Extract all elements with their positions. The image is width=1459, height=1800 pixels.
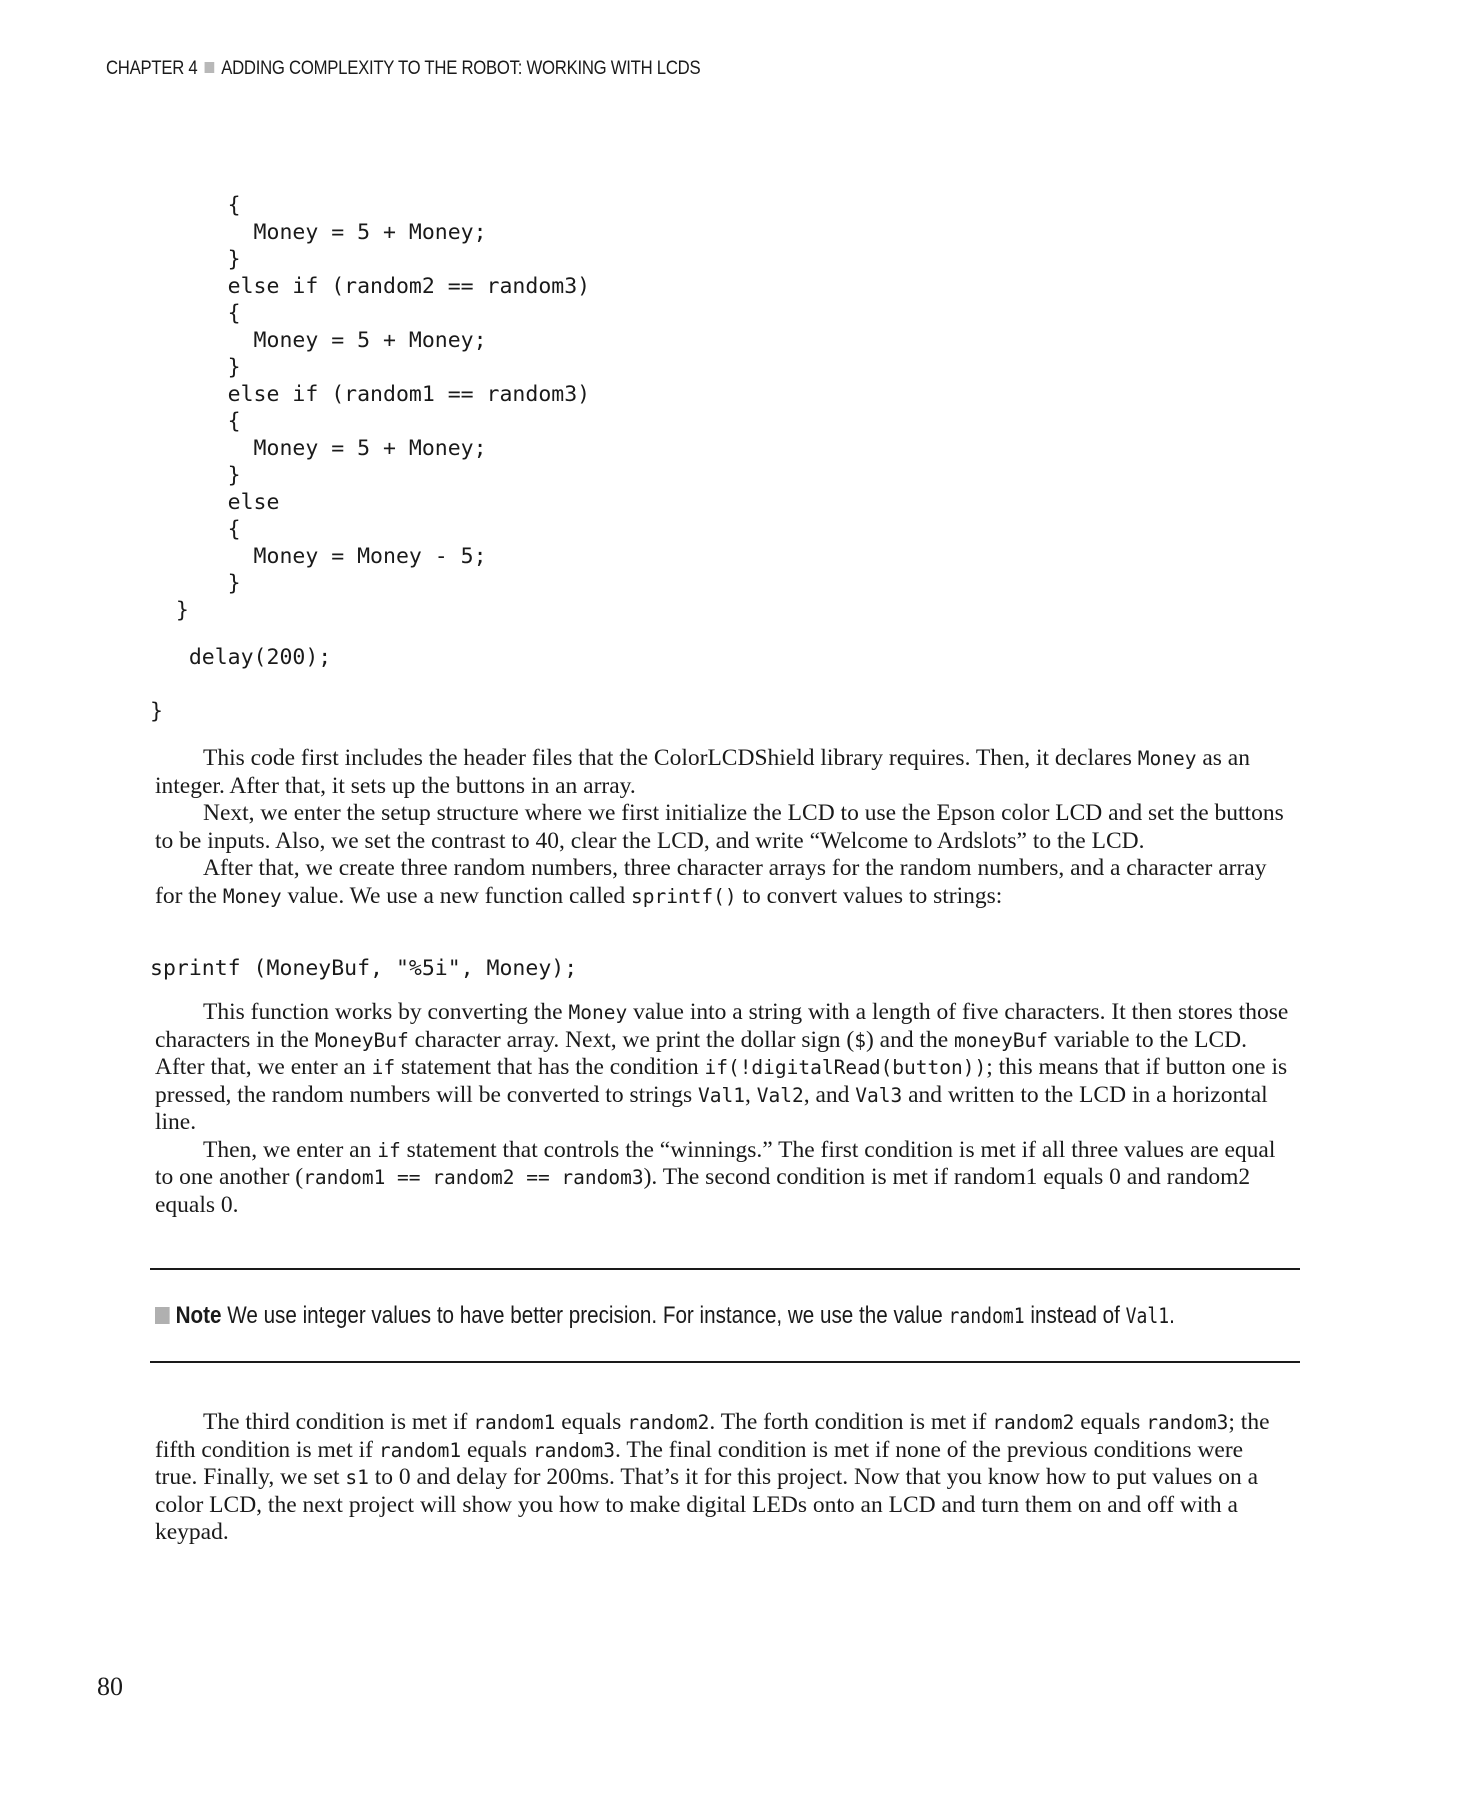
code-listing-delay: delay(200); <box>150 645 332 670</box>
note-bottom-rule <box>150 1361 1300 1363</box>
paragraph-setup: Next, we enter the setup structure where we first initialize the LCD to use the Epson color LCD and set the buttons to be inputs. Also, we set the contrast to 40, clear the LCD, and write “Welcome to Ardslots” to the LCD. <box>155 800 1284 854</box>
body-text-intro <box>155 745 1290 910</box>
note-label: Note <box>175 1302 222 1329</box>
code-sprintf: sprintf (MoneyBuf, "%5i", Money); <box>150 956 578 981</box>
paragraph-conditions-summary: The third condition is met if random1 equals random2. The forth condition is met if random2 equals random3; the fifth condition is met if random1 equals random3. The final condition is met if none of the previous conditions were true. Finally, we set s1 to 0 and delay for 200ms. That’s it for this project. Now that you know how to put values on a color LCD, the next project will show you how to make digital LEDs onto an LCD and turn them on and off with a keypad. <box>155 1409 1270 1545</box>
body-text-sprintf <box>155 999 1290 1219</box>
chapter-title: ADDING COMPLEXITY TO THE ROBOT: WORKING WITH LCDS <box>221 58 701 79</box>
page-number: 80 <box>97 1672 123 1701</box>
note-top-rule <box>150 1268 1300 1270</box>
running-head <box>106 58 700 80</box>
note-square-icon <box>155 1307 170 1324</box>
code-listing-conditions: { Money = 5 + Money; } else if (random2 == random3) { Money = 5 + Money; } else if (random1 == random3) { Money = 5 + Money; } else { Money = Money - 5; } } <box>175 193 591 623</box>
paragraph-sprintf-explained: This function works by converting the Money value into a string with a length of five characters. It then stores those characters in the MoneyBuf character array. Next, we print the dollar sign ($) and the moneyBuf variable to the LCD. After that, we enter an if statement that has the condition if(!digitalRead(button)); this means that if button one is pressed, the random numbers will be converted to strings Val1, Val2, and Val3 and written to the LCD in a horizontal line. <box>155 999 1289 1135</box>
square-bullet-icon <box>205 62 215 73</box>
code-listing-closing-brace: } <box>150 699 163 724</box>
paragraph-winnings: Then, we enter an if statement that controls the “winnings.” The first condition is met if all three values are equal to one another (random1 == random2 == random3). The second condition is met if random1 equals 0 and random2 equals 0. <box>155 1136 1276 1218</box>
paragraph-random-numbers: After that, we create three random numbers, three character arrays for the random numbers, and a character array for the Money value. We use a new function called sprintf() to convert values to strings: <box>155 855 1267 909</box>
paragraph-header-files: This code first includes the header files that the ColorLCDShield library requires. Then, it declares Money as an integer. After that, it sets up the buttons in an array. <box>155 745 1250 799</box>
note-box: Note We use integer values to have better precision. For instance, we use the value random1 instead of Val1. <box>155 1302 1175 1330</box>
body-text-conclusion <box>155 1409 1290 1547</box>
chapter-label: CHAPTER 4 <box>106 58 198 79</box>
